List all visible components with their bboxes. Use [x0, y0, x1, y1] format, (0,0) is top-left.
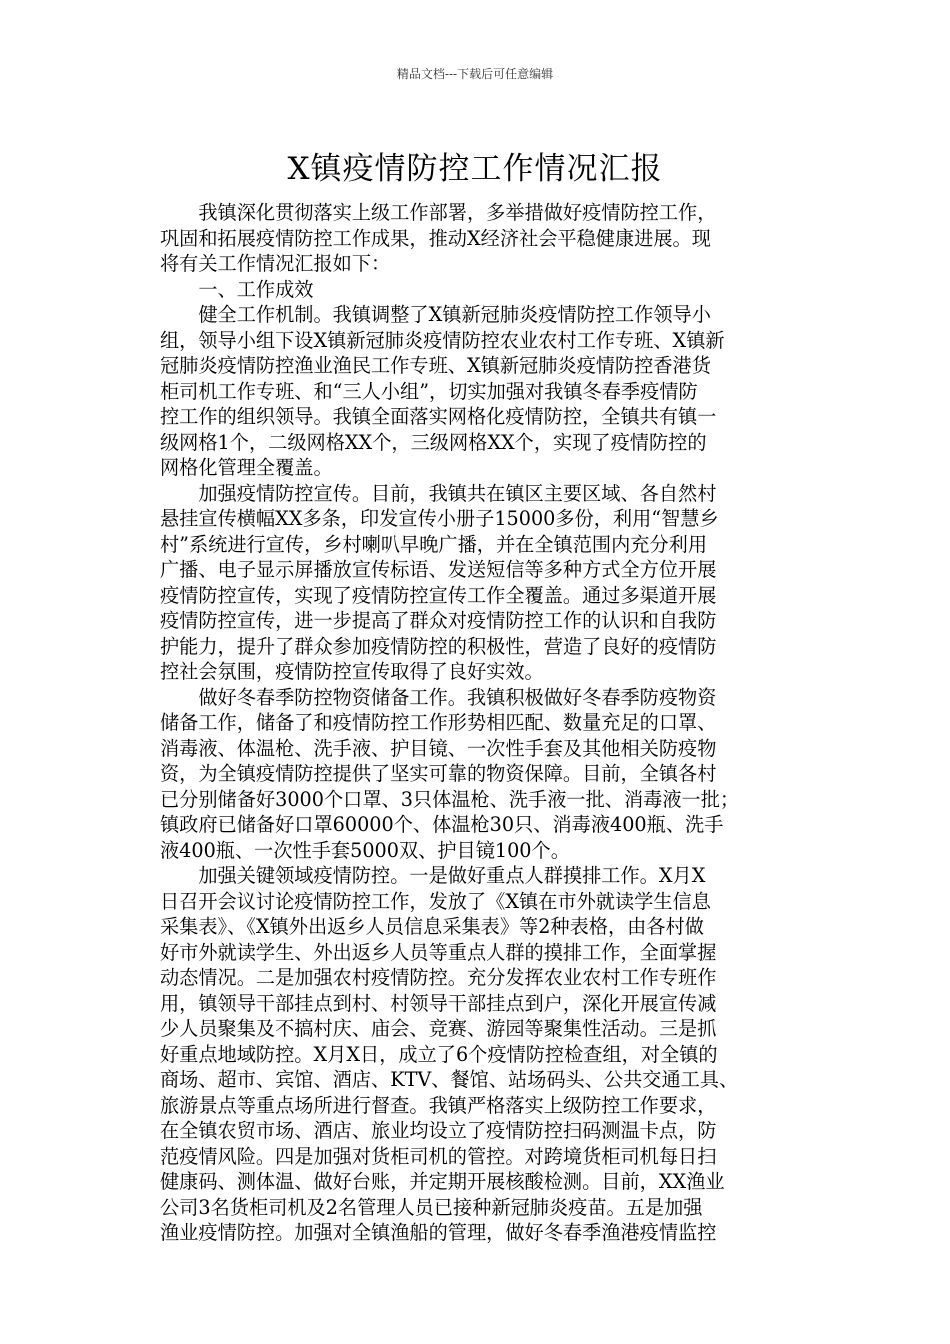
text-line: 储备工作，储备了和疫情防控工作形势相匹配、数量充足的口罩、 [160, 711, 717, 734]
text-line: 悬挂宣传横幅XX多条，印发宣传小册子15000多份，利用“智慧乡 [160, 507, 719, 530]
header-note: 精品文档---下载后可任意编辑 [396, 67, 554, 81]
text-line: 公司3名货柜司机及2名管理人员已接种新冠肺炎疫苗。五是加强 [160, 1195, 703, 1219]
text-line: 动态情况。二是加强农村疫情防控。充分发挥农业农村工作专班作 [160, 966, 717, 989]
text-line: 好市外就读学生、外出返乡人员等重点人群的摸排工作，全面掌握 [160, 940, 717, 964]
text-line: 网格化管理全覆盖。 [160, 456, 333, 479]
text-line: 疫情防控宣传，进一步提高了群众对疫情防控工作的认识和自我防 [160, 609, 717, 632]
text-line: 将有关工作情况汇报如下： [160, 252, 391, 275]
text-line: 液400瓶、一次性手套5000双、护目镜100个。 [160, 838, 570, 862]
text-line: 渔业疫情防控。加强对全镇渔船的管理，做好冬春季渔港疫情监控 [160, 1221, 717, 1244]
text-line: 好重点地域防控。X月X日，成立了6个疫情防控检查组，对全镇的 [160, 1042, 718, 1066]
text-line: 已分别储备好3000个口罩、3只体温枪、洗手液一批、消毒液一批； [160, 787, 740, 811]
text-line: 加强疫情防控宣传。目前，我镇共在镇区主要区域、各自然村 [160, 481, 717, 505]
text-line: 柜司机工作专班、和“三人小组”，切实加强对我镇冬春季疫情防 [160, 379, 698, 403]
text-line: 一、工作成效 [160, 277, 314, 301]
text-line: 控社会氛围，疫情防控宣传取得了良好实效。 [160, 660, 544, 683]
text-line: 我镇深化贯彻落实上级工作部署，多举措做好疫情防控工作， [160, 201, 717, 224]
text-line: 巩固和拓展疫情防控工作成果，推动X经济社会平稳健康进展。现 [160, 226, 711, 250]
text-line: 采集表》、《X镇外出返乡人员信息采集表》等2种表格，由各村做 [160, 915, 704, 938]
text-line: 在全镇农贸市场、酒店、旅业均设立了疫情防控扫码测温卡点，防 [160, 1119, 717, 1142]
text-line: 范疫情风险。四是加强对货柜司机的管控。对跨境货柜司机每日扫 [160, 1144, 717, 1168]
text-line: 广播、电子显示屏播放宣传标语、发送短信等多种方式全方位开展 [160, 558, 717, 581]
text-line: 控工作的组织领导。我镇全面落实网格化疫情防控，全镇共有镇一 [160, 405, 717, 428]
text-line: 健全工作机制。我镇调整了X镇新冠肺炎疫情防控工作领导小 [160, 303, 711, 326]
text-line: 村”系统进行宣传，乡村喇叭早晚广播，并在全镇范围内充分利用 [160, 532, 708, 556]
text-line: 资，为全镇疫情防控提供了坚实可靠的物资保障。目前，全镇各村 [160, 762, 717, 785]
text-line: 疫情防控宣传，实现了疫情防控宣传工作全覆盖。通过多渠道开展 [160, 583, 717, 607]
document-title: X镇疫情防控工作情况汇报 [287, 150, 663, 187]
text-line: 级网格1个，二级网格XX个，三级网格XX个，实现了疫情防控的 [160, 430, 707, 454]
text-line: 日召开会议讨论疫情防控工作，发放了《X镇在市外就读学生信息 [160, 889, 711, 913]
document-body [160, 200, 820, 1246]
text-line: 消毒液、体温枪、洗手液、护目镜、一次性手套及其他相关防疫物 [160, 736, 717, 760]
text-line: 镇政府已储备好口罩60000个、体温枪30只、消毒液400瓶、洗手 [160, 813, 724, 836]
text-line: 做好冬春季防控物资储备工作。我镇积极做好冬春季防疫物资 [160, 685, 717, 709]
text-line: 旅游景点等重点场所进行督查。我镇严格落实上级防控工作要求， [160, 1093, 717, 1117]
text-line: 健康码、测体温、做好台账，并定期开展核酸检测。目前，XX渔业 [160, 1170, 725, 1193]
text-line: 用，镇领导干部挂点到村、村领导干部挂点到户，深化开展宣传减 [160, 991, 717, 1015]
text-line: 护能力，提升了群众参加疫情防控的积极性，营造了良好的疫情防 [160, 634, 717, 658]
text-line: 组，领导小组下设X镇新冠肺炎疫情防控农业农村工作专班、X镇新 [160, 328, 725, 352]
text-line: 加强关键领域疫情防控。一是做好重点人群摸排工作。X月X [160, 864, 706, 887]
text-line: 冠肺炎疫情防控渔业渔民工作专班、X镇新冠肺炎疫情防控香港货 [160, 354, 711, 377]
text-line: 少人员聚集及不搞村庆、庙会、竞赛、游园等聚集性活动。三是抓 [160, 1017, 717, 1040]
text-line: 商场、超市、宾馆、酒店、KTV、餐馆、站场码头、公共交通工具、 [160, 1068, 739, 1091]
